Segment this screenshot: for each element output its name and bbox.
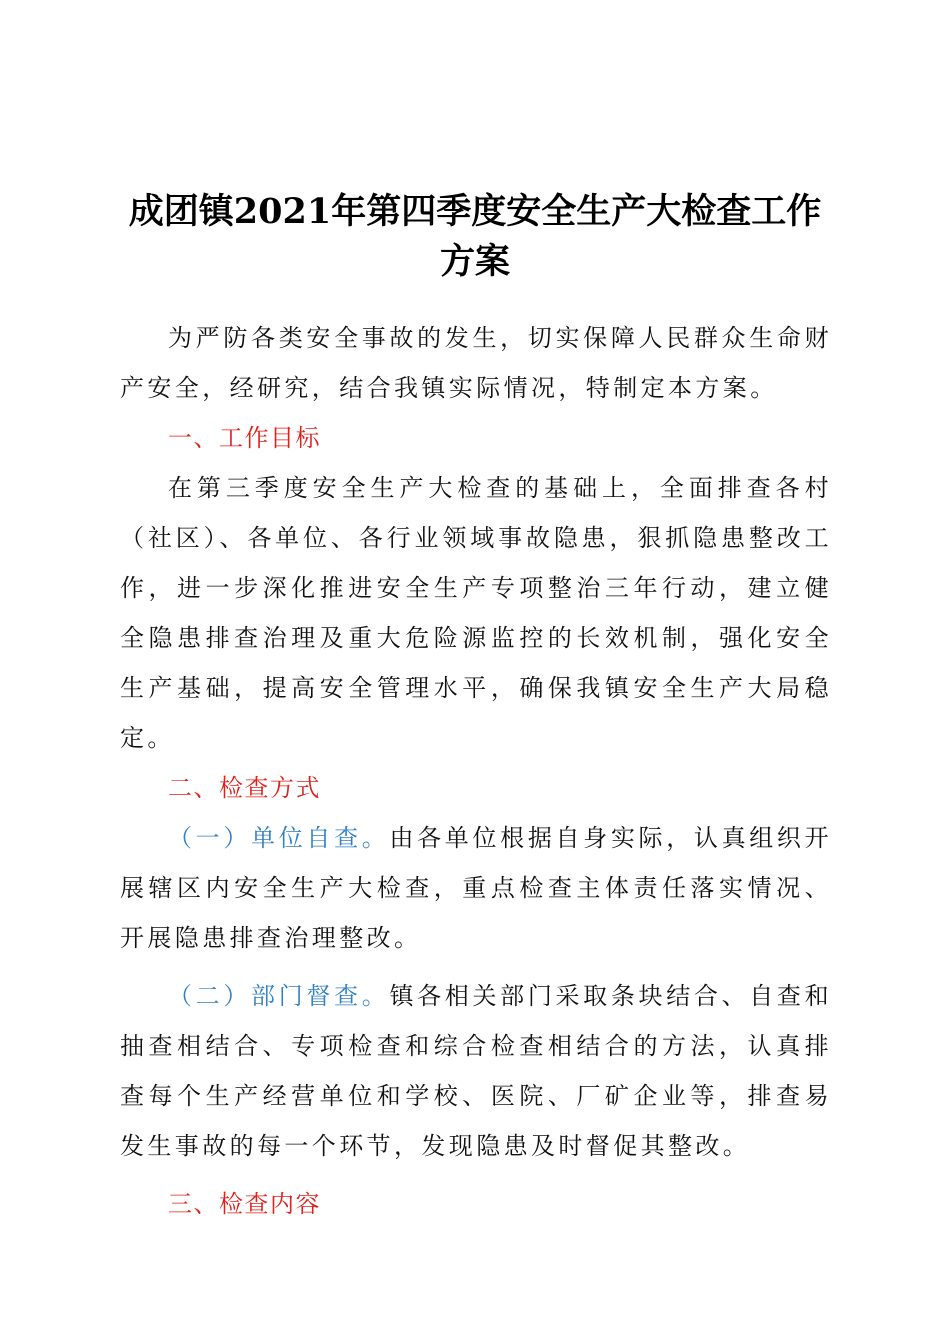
method-label-self-check: （一）单位自查。	[168, 824, 390, 852]
method-text-self-check: 由各单位根据自身实际，认真组织开展辖区内安全生产大检查，重点检查主体责任落实情况、开展隐患排查治理整改。	[120, 824, 833, 952]
method-text-dept-check: 镇各相关部门采取条块结合、自查和抽查相结合、专项检查和综合检查相结合的方法，认真排查每个生产经营单位和学校、医院、厂矿企业等，排查易发生事故的每一个环节，发现隐患及时督促其整改。	[120, 982, 833, 1160]
document-body	[120, 313, 832, 1229]
section-heading-goals: 一、工作目标	[168, 424, 321, 452]
method-paragraph-dept-check	[120, 971, 832, 1171]
goals-paragraph: 在第三季度安全生产大检查的基础上，全面排查各村（社区）、各单位、各行业领域事故隐患，狠抓隐患整改工作，进一步深化推进安全生产专项整治三年行动，建立健全隐患排查治理及重大危险源监控的长效机制，强化安全生产基础，提高安全管理水平，确保我镇安全生产大局稳定。	[120, 474, 832, 752]
section-heading-contents: 三、检查内容	[168, 1190, 321, 1218]
section-heading-methods: 二、检查方式	[168, 774, 321, 802]
document-title-line2: 方案	[439, 241, 510, 282]
document-title-line1: 成团镇2021年第四季度安全生产大检查工作	[128, 191, 822, 232]
method-paragraph-self-check	[120, 813, 832, 963]
method-label-dept-check: （二）部门督查。	[168, 982, 390, 1010]
intro-paragraph: 为严防各类安全事故的发生，切实保障人民群众生命财产安全，经研究，结合我镇实际情况，特制定本方案。	[120, 324, 832, 402]
